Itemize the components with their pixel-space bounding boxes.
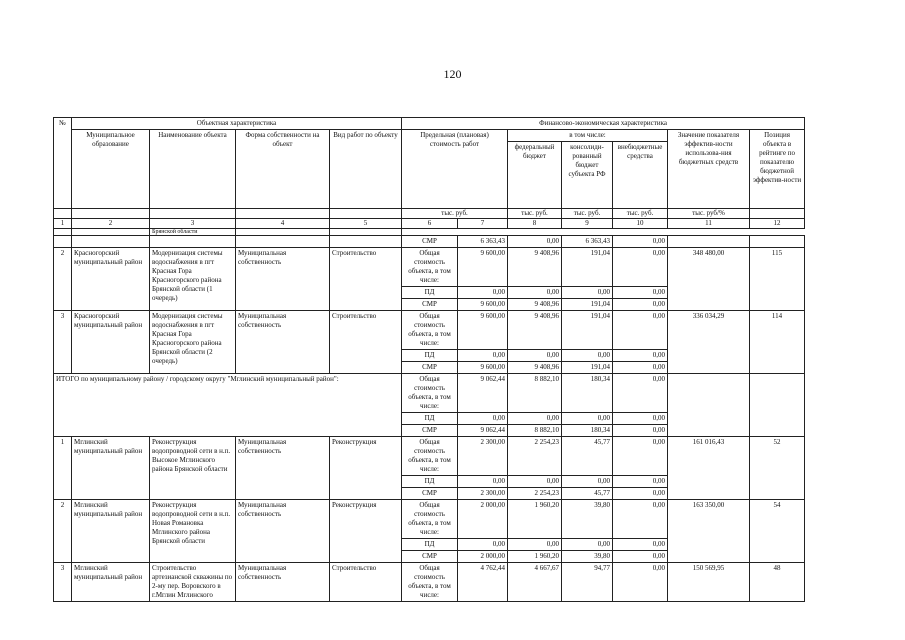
position-cell: 115	[750, 248, 805, 311]
column-number: 5	[330, 219, 402, 229]
total-cost: 4 762,44	[458, 563, 508, 602]
consolidated-cost: 45,77	[562, 437, 613, 476]
header-row-1	[54, 118, 805, 130]
row-number: 2	[54, 248, 72, 311]
cost-type: Общая стоимость объекта, в том числе:	[402, 248, 458, 287]
cost-type: ПД	[402, 476, 458, 488]
work-type-cell: Строительство	[330, 248, 402, 311]
table-row	[54, 437, 805, 476]
federal-cost: 1 960,20	[508, 551, 562, 563]
empty-cell	[72, 229, 150, 236]
offbudget-cost: 0,00	[613, 539, 668, 551]
empty-cell	[750, 374, 805, 437]
total-cost: 0,00	[458, 476, 508, 488]
object-name-cell: Модернизация системы водоснабжения в пгт Красная Гора Красногорского района Брянской области (1 очередь)	[150, 248, 236, 311]
federal-cost: 1 960,20	[508, 500, 562, 539]
table-row	[54, 311, 805, 350]
header-object-characteristic: Объектная характеристика	[72, 118, 402, 130]
total-cost: 2 300,00	[458, 488, 508, 500]
municipality-cell: Мглинский муниципальный район	[72, 563, 150, 602]
column-number: 4	[236, 219, 330, 229]
cost-type: СМР	[402, 425, 458, 437]
empty-cell	[330, 236, 402, 248]
empty-cell	[668, 236, 750, 248]
federal-cost: 0,00	[508, 413, 562, 425]
table-row	[54, 248, 805, 287]
cost-type: СМР	[402, 488, 458, 500]
column-number: 7	[458, 219, 508, 229]
column-number: 11	[668, 219, 750, 229]
object-name-cell: Реконструкция водопроводной сети в н.п. Высокое Мглинского района Брянской области	[150, 437, 236, 500]
total-row	[54, 374, 805, 413]
consolidated-cost: 0,00	[562, 350, 613, 362]
unit-cell: тыс. руб.	[508, 209, 562, 219]
consolidated-cost: 180,34	[562, 425, 613, 437]
consolidated-cost: 191,04	[562, 248, 613, 287]
consolidated-cost: 0,00	[562, 476, 613, 488]
header-ownership: Форма собственности на объект	[236, 130, 330, 209]
offbudget-cost: 0,00	[613, 500, 668, 539]
federal-cost: 8 882,10	[508, 425, 562, 437]
federal-cost: 9 408,96	[508, 362, 562, 374]
consolidated-cost: 191,04	[562, 299, 613, 311]
header-financial-characteristic: Финансово-экономическая характеристика	[402, 118, 805, 130]
continued-object-name: Брянской области	[150, 229, 236, 236]
federal-cost: 0,00	[508, 476, 562, 488]
offbudget-cost: 0,00	[613, 248, 668, 287]
offbudget-cost: 0,00	[613, 374, 668, 413]
consolidated-cost: 94,77	[562, 563, 613, 602]
consolidated-cost: 39,80	[562, 551, 613, 563]
work-type-cell: Реконструкция	[330, 500, 402, 563]
total-cost: 2 000,00	[458, 551, 508, 563]
position-cell: 48	[750, 563, 805, 602]
cost-type: ПД	[402, 413, 458, 425]
consolidated-cost: 45,77	[562, 488, 613, 500]
federal-cost: 0,00	[508, 350, 562, 362]
total-cost: 0,00	[458, 413, 508, 425]
total-cost: 9 600,00	[458, 248, 508, 287]
efficiency-cell: 150 569,95	[668, 563, 750, 602]
column-number: 12	[750, 219, 805, 229]
column-number: 3	[150, 219, 236, 229]
consolidated-cost: 180,34	[562, 374, 613, 413]
federal-cost: 0,00	[508, 287, 562, 299]
offbudget-cost: 0,00	[613, 236, 668, 248]
cost-type: Общая стоимость объекта, в том числе:	[402, 563, 458, 602]
position-cell: 114	[750, 311, 805, 374]
investment-objects-table	[53, 117, 805, 602]
unit-cell: тыс. руб.	[402, 209, 508, 219]
object-name-cell: Модернизация системы водоснабжения в пгт Красная Гора Красногорского района Брянской области (2 очередь)	[150, 311, 236, 374]
offbudget-cost: 0,00	[613, 311, 668, 350]
cost-type: Общая стоимость объекта, в том числе:	[402, 374, 458, 413]
itogo-label: ИТОГО по муниципальному району / городскому округу "Мглинский муниципальный район":	[54, 374, 402, 437]
federal-cost: 9 408,96	[508, 299, 562, 311]
cost-type: ПД	[402, 350, 458, 362]
unit-cell: тыс. руб.	[562, 209, 613, 219]
offbudget-cost: 0,00	[613, 350, 668, 362]
total-cost: 2 000,00	[458, 500, 508, 539]
empty-cell	[668, 374, 750, 437]
cost-type: Общая стоимость объекта, в том числе:	[402, 311, 458, 350]
federal-cost: 0,00	[508, 539, 562, 551]
federal-cost: 4 667,67	[508, 563, 562, 602]
header-federal: федеральный бюджет	[508, 142, 562, 209]
empty-cell	[54, 236, 72, 248]
column-number: 8	[508, 219, 562, 229]
total-cost: 9 600,00	[458, 311, 508, 350]
page-number: 120	[443, 67, 462, 81]
total-cost: 9 600,00	[458, 362, 508, 374]
header-no: №	[54, 118, 72, 209]
consolidated-cost: 191,04	[562, 311, 613, 350]
work-type-cell: Строительство	[330, 563, 402, 602]
total-cost: 2 300,00	[458, 437, 508, 476]
offbudget-cost: 0,00	[613, 287, 668, 299]
municipality-cell: Мглинский муниципальный район	[72, 500, 150, 563]
column-number: 6	[402, 219, 458, 229]
header-consolidated: консолиди-рованный бюджет субъекта РФ	[562, 142, 613, 209]
header-offbudget: внебюджетные средства	[613, 142, 668, 209]
federal-cost: 2 254,23	[508, 488, 562, 500]
unit-cell: тыс. руб/%	[668, 209, 750, 219]
column-number: 2	[72, 219, 150, 229]
offbudget-cost: 0,00	[613, 437, 668, 476]
consolidated-cost: 0,00	[562, 539, 613, 551]
work-type-cell: Строительство	[330, 311, 402, 374]
position-cell: 54	[750, 500, 805, 563]
cost-type: СМР	[402, 299, 458, 311]
offbudget-cost: 0,00	[613, 413, 668, 425]
column-number: 9	[562, 219, 613, 229]
efficiency-cell: 348 480,00	[668, 248, 750, 311]
table-row	[54, 563, 805, 602]
table-row	[54, 236, 805, 248]
offbudget-cost: 0,00	[613, 299, 668, 311]
cost-type: Общая стоимость объекта, в том числе:	[402, 437, 458, 476]
object-name-cell: Реконструкция водопроводной сети в н.п. Новая Романовка Мглинского района Брянской области	[150, 500, 236, 563]
header-efficiency: Значение показателя эффектив-ности использова-ния бюджетных средств	[668, 130, 750, 209]
total-cost: 9 062,44	[458, 374, 508, 413]
empty-cell	[236, 229, 330, 236]
empty-cell	[330, 229, 402, 236]
ownership-cell: Муниципальная собственность	[236, 248, 330, 311]
consolidated-cost: 39,80	[562, 500, 613, 539]
cost-type: СМР	[402, 236, 458, 248]
municipality-cell: Красногорский муниципальный район	[72, 311, 150, 374]
work-type-cell: Реконструкция	[330, 437, 402, 500]
total-cost: 9 062,44	[458, 425, 508, 437]
continued-row	[54, 229, 805, 236]
position-cell: 52	[750, 437, 805, 500]
offbudget-cost: 0,00	[613, 488, 668, 500]
empty-cell	[72, 236, 150, 248]
federal-cost: 0,00	[508, 236, 562, 248]
federal-cost: 9 408,96	[508, 248, 562, 287]
municipality-cell: Красногорский муниципальный район	[72, 248, 150, 311]
efficiency-cell: 163 350,00	[668, 500, 750, 563]
unit-cell: тыс. руб.	[613, 209, 668, 219]
header-max-cost: Предельная (плановая) стоимость работ	[402, 130, 508, 209]
total-cost: 9 600,00	[458, 299, 508, 311]
offbudget-cost: 0,00	[613, 476, 668, 488]
offbudget-cost: 0,00	[613, 425, 668, 437]
empty-cell	[54, 229, 72, 236]
header-position: Позиция объекта в рейтинге по показателю бюджетной эффектив-ности	[750, 130, 805, 209]
consolidated-cost: 191,04	[562, 362, 613, 374]
table-row	[54, 500, 805, 539]
header-municipality: Муниципальное образование	[72, 130, 150, 209]
row-number: 2	[54, 500, 72, 563]
total-cost: 6 363,43	[458, 236, 508, 248]
cost-type: СМР	[402, 551, 458, 563]
offbudget-cost: 0,00	[613, 362, 668, 374]
header-work-type: Вид работ по объекту	[330, 130, 402, 209]
consolidated-cost: 0,00	[562, 413, 613, 425]
column-numbers-row	[54, 219, 805, 229]
empty-cell	[150, 236, 236, 248]
federal-cost: 2 254,23	[508, 437, 562, 476]
ownership-cell: Муниципальная собственность	[236, 500, 330, 563]
row-number: 3	[54, 311, 72, 374]
cost-type: ПД	[402, 539, 458, 551]
column-number: 1	[54, 219, 72, 229]
efficiency-cell: 161 016,43	[668, 437, 750, 500]
cost-type: ПД	[402, 287, 458, 299]
object-name-cell: Строительство артезианской скважины по 2-му пер. Воровского в г.Мглин Мглинского	[150, 563, 236, 602]
offbudget-cost: 0,00	[613, 563, 668, 602]
empty-cell	[750, 236, 805, 248]
consolidated-cost: 0,00	[562, 287, 613, 299]
ownership-cell: Муниципальная собственность	[236, 311, 330, 374]
header-row-2	[54, 130, 805, 142]
total-cost: 0,00	[458, 539, 508, 551]
cost-type: Общая стоимость объекта, в том числе:	[402, 500, 458, 539]
ownership-cell: Муниципальная собственность	[236, 563, 330, 602]
total-cost: 0,00	[458, 350, 508, 362]
units-row	[54, 209, 805, 219]
federal-cost: 9 408,96	[508, 311, 562, 350]
offbudget-cost: 0,00	[613, 551, 668, 563]
total-cost: 0,00	[458, 287, 508, 299]
row-number: 1	[54, 437, 72, 500]
header-including: в том числе:	[508, 130, 668, 142]
efficiency-cell: 336 034,29	[668, 311, 750, 374]
ownership-cell: Муниципальная собственность	[236, 437, 330, 500]
municipality-cell: Мглинский муниципальный район	[72, 437, 150, 500]
cost-type: СМР	[402, 362, 458, 374]
row-number: 3	[54, 563, 72, 602]
federal-cost: 8 882,10	[508, 374, 562, 413]
header-object-name: Наименование объекта	[150, 130, 236, 209]
column-number: 10	[613, 219, 668, 229]
consolidated-cost: 6 363,43	[562, 236, 613, 248]
empty-cell	[236, 236, 330, 248]
